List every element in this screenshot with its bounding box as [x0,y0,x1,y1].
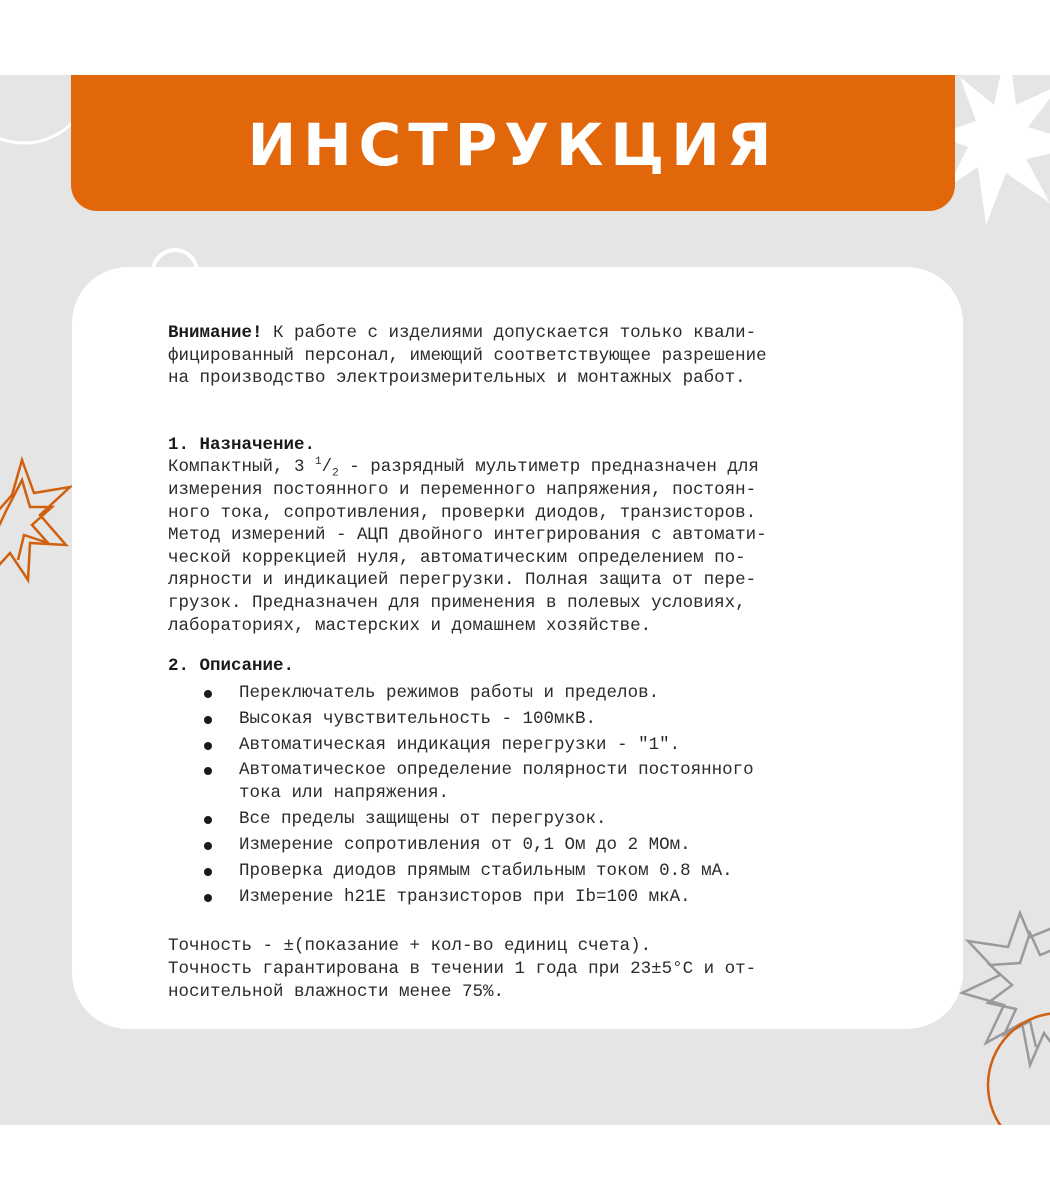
paragraph-line: ческой коррекцией нуля, автоматическим определением по- [168,547,746,568]
section-title-purpose: 1. Назначение. [168,434,316,455]
instruction-text [168,322,858,1003]
spark-orange-left-icon [0,460,70,580]
paragraph-line: измерения постоянного и переменного напряжения, постоян- [168,479,757,500]
list-item [168,886,858,909]
warning-text: К работе с изделиями допускается только квали- [273,323,757,343]
circle-outline-orange [988,1013,1050,1125]
list-item-text: Измерение сопротивления от 0,1 Ом до 2 МОм. [239,834,691,855]
fraction-numerator: 1 [315,456,322,469]
list-item-text: Автоматическое определение полярности постоянного тока или напряжения. [239,760,754,803]
list-item-text: Автоматическая индикация перегрузки - "1". [239,734,681,755]
paragraph-line: лярности и индикацией перегрузки. Полная защита от пере- [168,570,757,591]
warning-label: Внимание! [168,323,263,343]
warning-line: на производство электроизмерительных и монтажных работ. [168,368,746,389]
bullet-icon [204,842,212,850]
feature-list [168,682,858,908]
list-item-text: Проверка диодов прямым стабильным током 0.8 мА. [239,860,733,881]
bullet-icon [204,767,212,775]
title-banner [71,75,955,211]
text-fragment: - разрядный мультиметр предназначен для [338,457,759,478]
list-item-text: Все пределы защищены от перегрузок. [239,808,607,829]
list-item-text: Высокая чувствительность - 100мкВ. [239,708,597,729]
paragraph-line: ного тока, сопротивления, проверки диодов, транзисторов. [168,502,757,523]
list-item [168,860,858,883]
paragraph-line [168,456,858,479]
list-item [168,682,858,705]
spark-gray-right-icon [962,913,1050,1065]
paragraph-line: грузок. Предназначен для применения в полевых условиях, [168,592,746,613]
list-item-text: Переключатель режимов работы и пределов. [239,682,660,703]
list-item [168,759,858,804]
list-item [168,734,858,757]
text-fragment: Компактный, 3 [168,457,316,478]
list-item [168,808,858,831]
page-title: ИНСТРУКЦИЯ [247,111,779,179]
accuracy-line: Точность гарантирована в течении 1 года при 23±5°С и от- [168,959,757,980]
section-title-description: 2. Описание. [168,656,295,677]
list-item [168,708,858,731]
instruction-card [72,267,963,1029]
instruction-page [0,75,1050,1125]
paragraph-line: лабораториях, мастерских и домашнем хозяйстве. [168,615,652,636]
accuracy-line: носительной влажности менее 75%. [168,981,505,1002]
fraction-slash: / [321,457,333,478]
paragraph-line: Метод измерений - АЦП двойного интегрирования с автомати- [168,525,767,546]
accuracy-line: Точность - ±(показание + кол-во единиц счета). [168,936,652,957]
warning-line [168,322,858,345]
bullet-icon [204,690,212,698]
bullet-icon [204,816,212,824]
bullet-icon [204,868,212,876]
list-item [168,834,858,857]
fraction-denominator: 2 [332,467,339,480]
bullet-icon [204,716,212,724]
list-item-text: Измерение h21E транзисторов при Ib=100 мкА. [239,886,691,907]
bullet-icon [204,894,212,902]
bullet-icon [204,742,212,750]
warning-line: фицированный персонал, имеющий соответствующее разрешение [168,345,767,366]
